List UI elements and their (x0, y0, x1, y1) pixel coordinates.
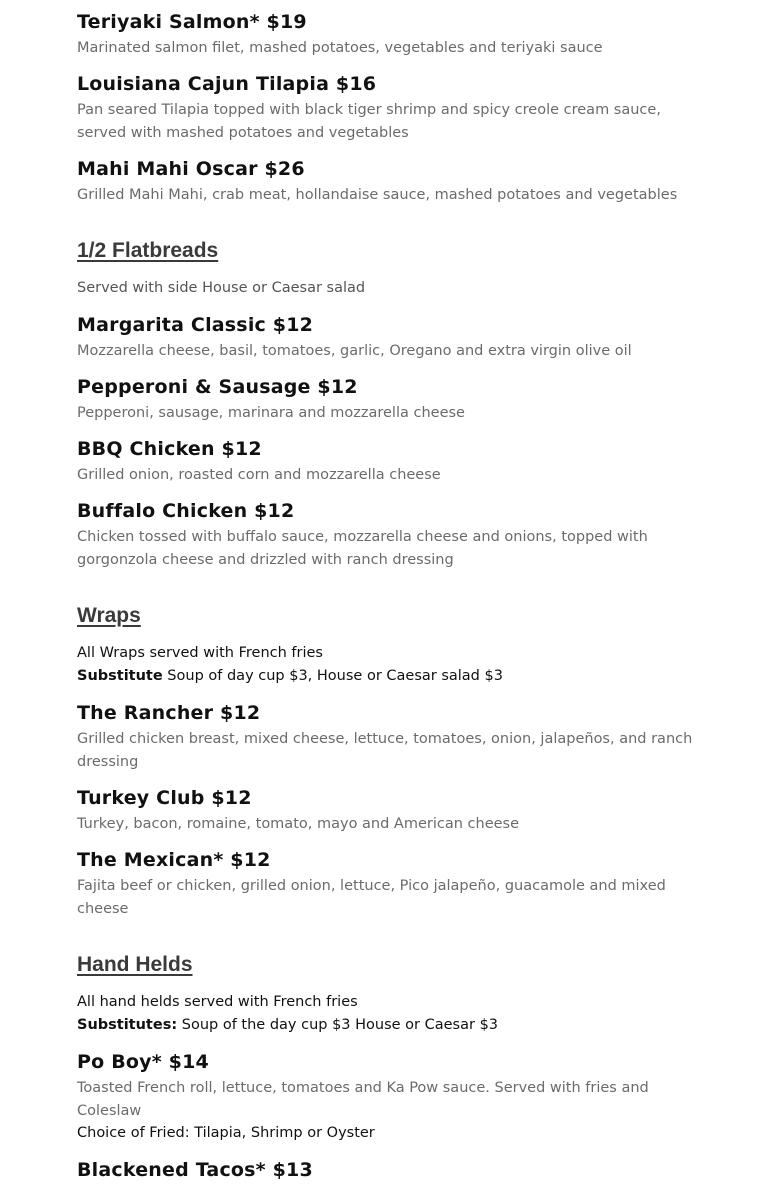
section-note: All hand helds served with French fries (77, 994, 358, 1010)
section-note: Served with side House or Caesar salad (77, 280, 366, 296)
menu-item-description: Chicken tossed with buffalo sauce, mozzarella cheese and onions, topped with gorgonzola cheese and drizzled with ranch dressing (77, 529, 648, 568)
menu-item-description: Grilled onion, roasted corn and mozzarella cheese (77, 467, 441, 483)
menu-item-name: Po Boy* $14 (77, 1051, 209, 1073)
menu-item-name: The Mexican* $12 (77, 849, 271, 871)
substitute-label: Substitutes: (77, 1017, 178, 1033)
substitute-text: Soup of the day cup $3 House or Caesar $3 (177, 1017, 499, 1033)
substitute-label: Substitute (77, 668, 163, 684)
menu-item-name: Turkey Club $12 (77, 787, 252, 809)
menu-item-name: BBQ Chicken $12 (77, 438, 262, 460)
menu-item-name: Buffalo Chicken $12 (77, 500, 295, 522)
menu-item-description: Toasted French roll, lettuce, tomatoes and Ka Pow sauce. Served with fries and Coleslaw (77, 1080, 649, 1119)
menu-item-description: Pan seared Tilapia topped with black tiger shrimp and spicy creole cream sauce, served with mashed potatoes and vegetables (77, 102, 661, 141)
substitute-text: Soup of day cup $3, House or Caesar salad $3 (162, 668, 503, 684)
section-note: All Wraps served with French fries (77, 645, 323, 661)
menu-item-name: The Rancher $12 (77, 702, 261, 724)
section-heading-wraps: Wraps (77, 604, 141, 627)
menu-item-description: Grilled Mahi Mahi, crab meat, hollandaise sauce, mashed potatoes and vegetables (77, 187, 678, 203)
menu-item-name: Margarita Classic $12 (77, 314, 314, 336)
menu-item-description: Mozzarella cheese, basil, tomatoes, garlic, Oregano and extra virgin olive oil (77, 343, 632, 359)
menu-item-description: Turkey, bacon, romaine, tomato, mayo and American cheese (77, 816, 520, 832)
menu-item-name: Blackened Tacos* $13 (77, 1159, 313, 1181)
menu-item-name: Louisiana Cajun Tilapia $16 (77, 73, 377, 95)
menu-item-name: Teriyaki Salmon* $19 (77, 11, 307, 33)
menu-item-description: Pepperoni, sausage, marinara and mozzarella cheese (77, 405, 465, 421)
menu-item-description: Fajita beef or chicken, grilled onion, lettuce, Pico jalapeño, guacamole and mixed cheese (77, 878, 666, 917)
menu-item-name: Mahi Mahi Oscar $26 (77, 158, 305, 180)
substitute-line (77, 668, 503, 684)
choice-line: Choice of Fried: Tilapia, Shrimp or Oyster (77, 1125, 375, 1141)
section-heading-flatbreads: 1/2 Flatbreads (77, 239, 219, 262)
substitute-line (77, 1017, 498, 1033)
section-heading-hand-helds: Hand Helds (77, 953, 193, 976)
menu-item-name: Pepperoni & Sausage $12 (77, 376, 358, 398)
menu-item-description: Marinated salmon filet, mashed potatoes, vegetables and teriyaki sauce (77, 40, 603, 56)
menu-item-description: Grilled chicken breast, mixed cheese, lettuce, tomatoes, onion, jalapeños, and ranch dressing (77, 731, 693, 770)
